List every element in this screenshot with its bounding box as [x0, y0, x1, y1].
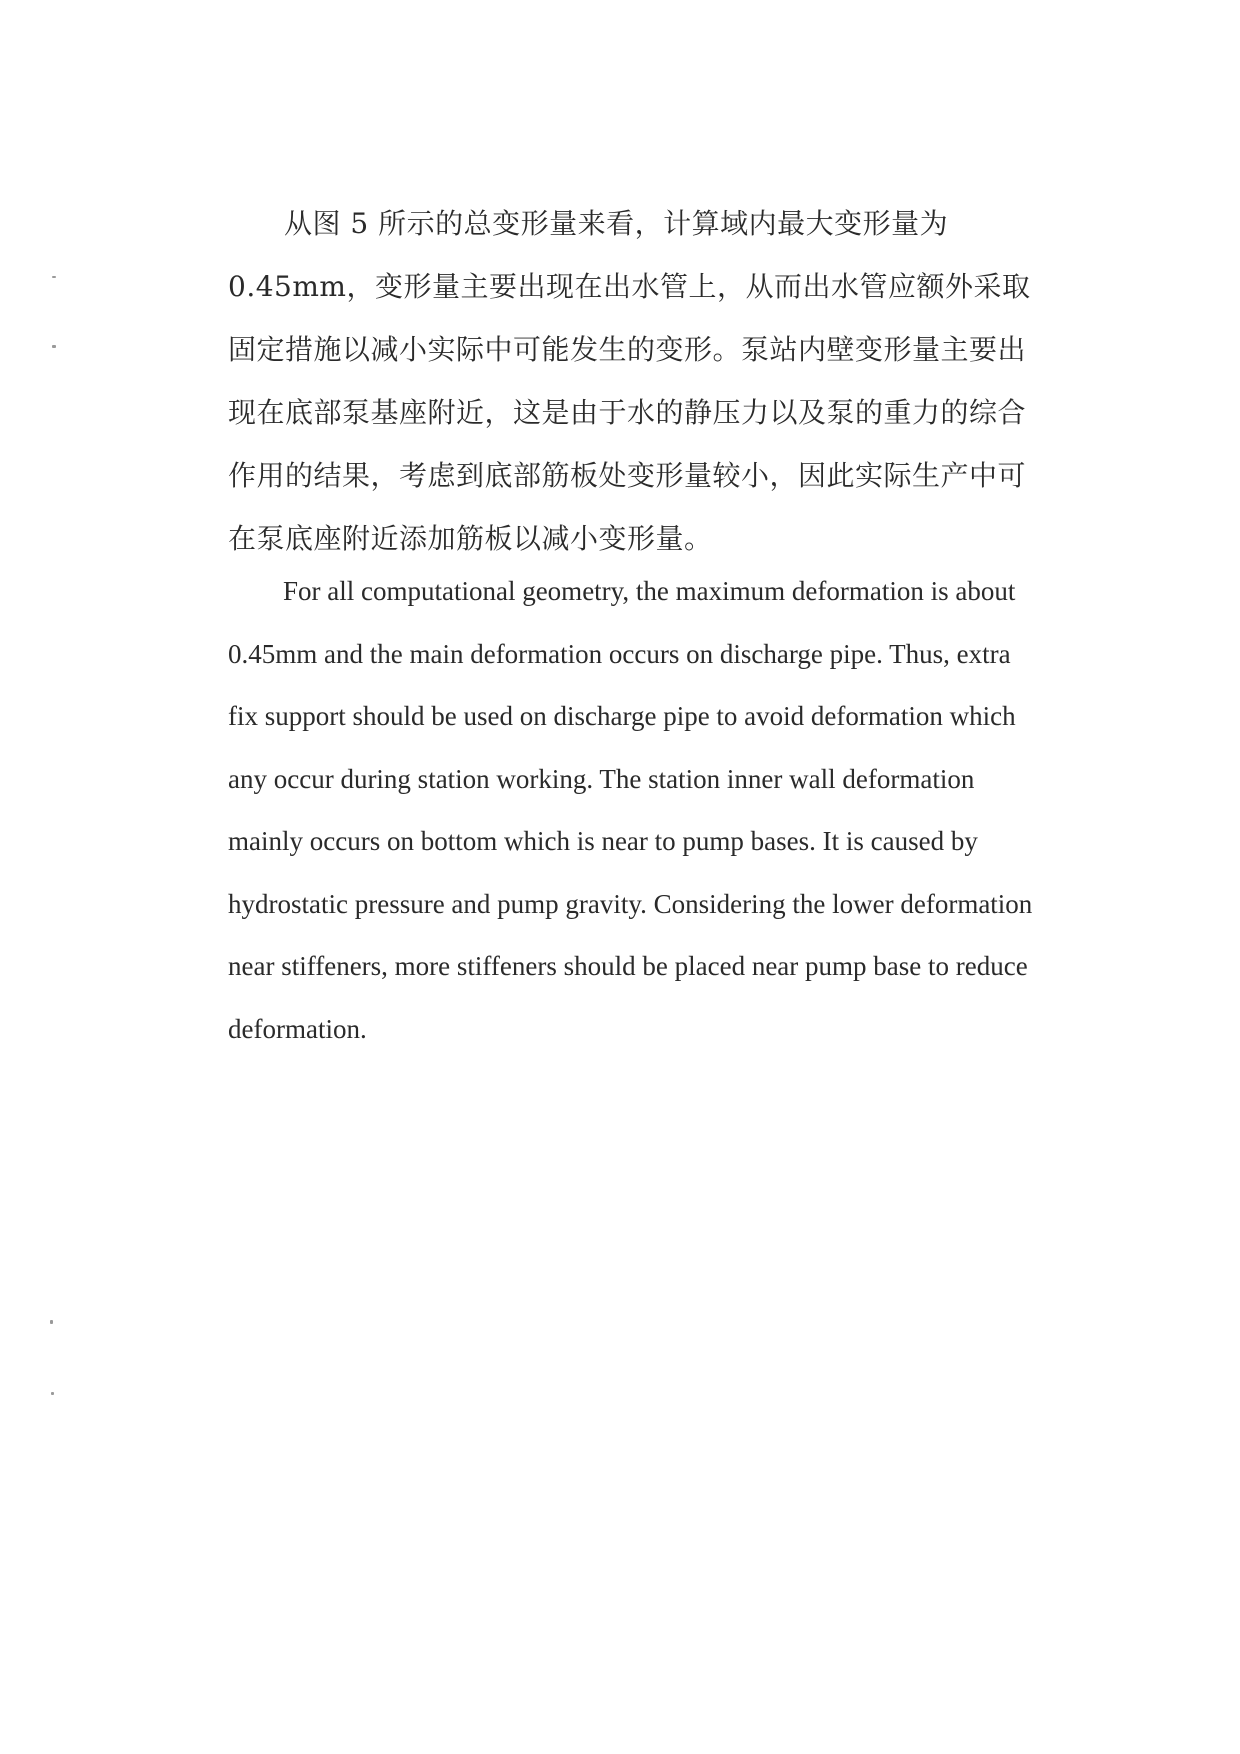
chinese-paragraph: 从图 5 所示的总变形量来看，计算域内最大变形量为 0.45mm，变形量主要出现在出水管上，从而出水管应额外采取固定措施以减小实际中可能发生的变形。泵站内壁变形量主要出现在底部泵基座附近，这是由于水的静压力以及泵的重力的综合作用的结果，考虑到底部筋板处变形量较小，因此实际生产中可在泵底座附近添加筋板以减小变形量。: [228, 207, 1031, 555]
scan-artifact-mark: [52, 276, 56, 278]
scan-artifact-mark: [50, 1320, 53, 1324]
scan-artifact-mark: [52, 345, 56, 348]
scan-artifact-mark: [51, 1392, 54, 1395]
english-paragraph: For all computational geometry, the maximum deformation is about 0.45mm and the main deformation occurs on discharge pipe. Thus, extra fix support should be used on discharge pipe to avoid deformation which any occur during station working. The station inner wall deformation mainly occurs on bottom which is near to pump bases. It is caused by hydrostatic pressure and pump gravity. Considering the lower deformation near stiffeners, more stiffeners should be placed near pump base to reduce deformation.: [228, 576, 1033, 1044]
